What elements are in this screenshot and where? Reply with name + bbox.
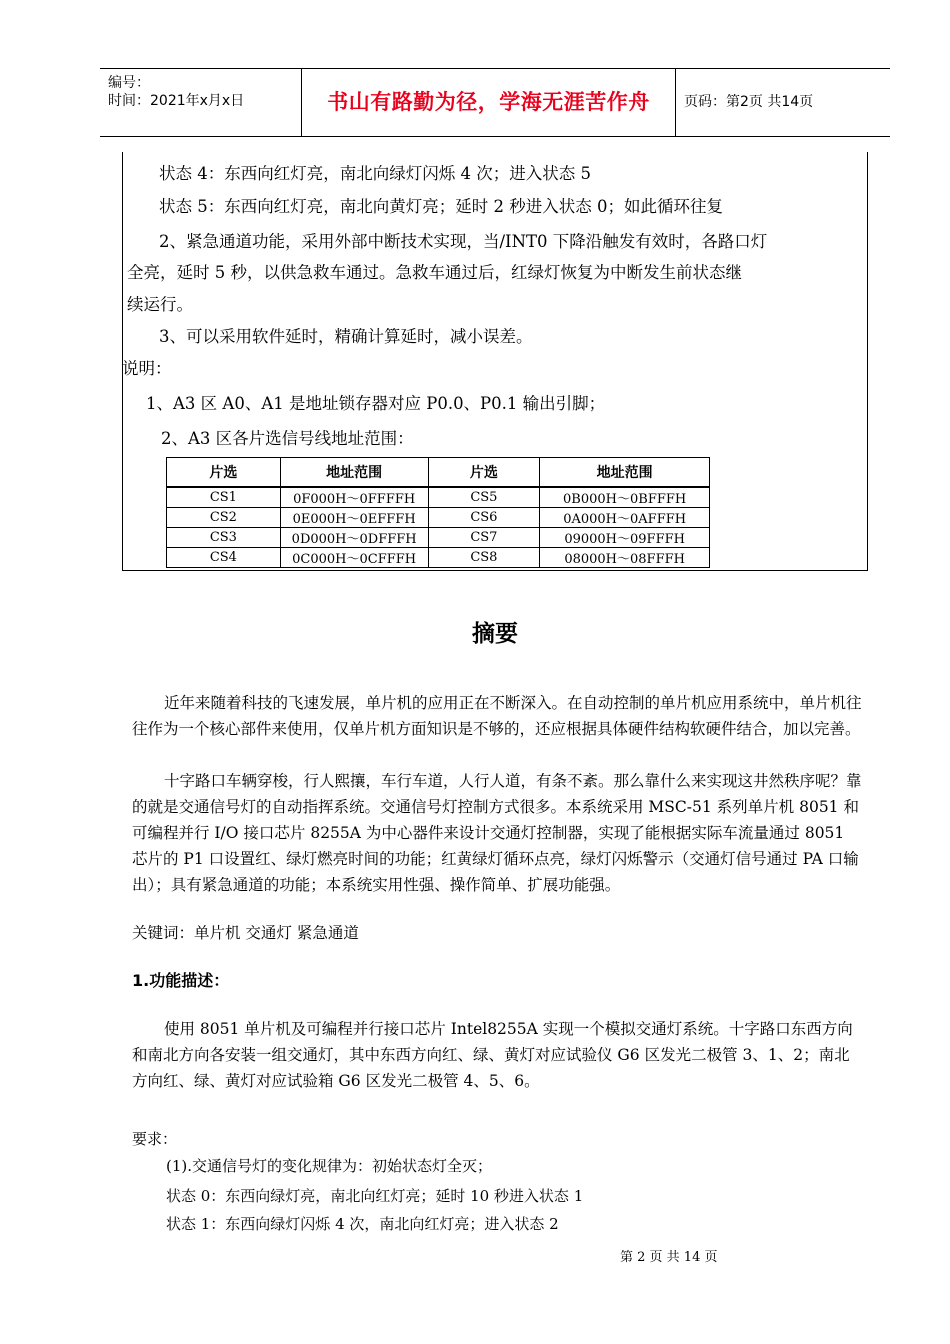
- table-row: [167, 508, 710, 528]
- table-cell: 0B000H～0BFFFH: [540, 487, 710, 508]
- table-cell: CS5: [428, 487, 540, 508]
- address-range-table: [166, 457, 710, 568]
- abstract-paragraph: 十字路口车辆穿梭，行人熙攘，车行车道，人行人道，有条不紊。那么靠什么来实现这井然秩序呢？靠的就是交通信号灯的自动指挥系统。交通信号灯控制方式很多。本系统采用 MSC-51 系列单片机 8051 和可编程并行 I/O 接口芯片 8255A 为中心器件来设计交通灯控制器，实现了能根据实际车流量通过 8051 芯片的 P1 口设置红、绿灯燃亮时间的功能；红黄绿灯循环点亮，绿灯闪烁警示（交通灯信号通过 PA 口输出）；具有紧急通道的功能；本系统实用性强、操作简单、扩展功能强。: [132, 772, 862, 894]
- serial-number-label: 编号：: [108, 75, 150, 91]
- requirements-label: 要求：: [132, 1130, 178, 1148]
- header-meta: [100, 69, 302, 136]
- table-header-row: [167, 458, 710, 488]
- table-cell: CS6: [428, 508, 540, 528]
- state-item: 状态 0：东西向绿灯亮，南北向红灯亮；延时 10 秒进入状态 1: [166, 1187, 584, 1205]
- box-line: 状态 4：东西向红灯亮，南北向绿灯闪烁 4 次；进入状态 5: [159, 164, 591, 183]
- box-line: 状态 5：东西向红灯亮，南北向黄灯亮；延时 2 秒进入状态 0；如此循环往复: [159, 197, 723, 216]
- table-cell: CS2: [167, 508, 281, 528]
- table-cell: 0A000H～0AFFFH: [540, 508, 710, 528]
- table-row: [167, 487, 710, 508]
- table-cell: 08000H～08FFFH: [540, 548, 710, 568]
- keywords: 关键词：单片机 交通灯 紧急通道: [132, 924, 359, 942]
- note-label: 说明：: [122, 359, 172, 378]
- table-cell: 0F000H～0FFFFH: [280, 487, 428, 508]
- box-line: 3、可以采用软件延时，精确计算延时，减小误差。: [159, 327, 533, 346]
- state-item: 状态 1：东西向绿灯闪烁 4 次，南北向红灯亮；进入状态 2: [166, 1215, 559, 1233]
- date-label: 时间：2021年x月x日: [108, 93, 245, 109]
- table-header-cell: 片选: [428, 458, 540, 488]
- table-cell: 0D000H～0DFFFH: [280, 528, 428, 548]
- header-page-number: 页码：第2页 共14页: [684, 94, 814, 110]
- table-cell: CS4: [167, 548, 281, 568]
- requirement-item: (1).交通信号灯的变化规律为：初始状态灯全灭；: [166, 1157, 493, 1175]
- abstract-title: 摘要: [472, 621, 518, 647]
- section-title: 1.功能描述：: [132, 971, 230, 990]
- note-item: 1、A3 区 A0、A1 是地址锁存器对应 P0.0、P0.1 输出引脚；: [146, 394, 606, 413]
- table-cell: CS3: [167, 528, 281, 548]
- table-row: [167, 528, 710, 548]
- table-header-cell: 地址范围: [280, 458, 428, 488]
- note-item: 2、A3 区各片选信号线地址范围：: [161, 429, 414, 448]
- box-line: 全亮，延时 5 秒，以供急救车通过。急救车通过后，红绿灯恢复为中断发生前状态继: [127, 263, 742, 282]
- table-cell: 09000H～09FFFH: [540, 528, 710, 548]
- box-line: 2、紧急通道功能，采用外部中断技术实现，当/INT0 下降沿触发有效时，各路口灯: [159, 232, 768, 251]
- table-cell: 0C000H～0CFFFH: [280, 548, 428, 568]
- table-cell: CS1: [167, 487, 281, 508]
- page-footer: 第 2 页 共 14 页: [620, 1250, 718, 1265]
- page-header: [100, 68, 890, 137]
- table-header-cell: 片选: [167, 458, 281, 488]
- table-cell: 0E000H～0EFFFH: [280, 508, 428, 528]
- table-cell: CS8: [428, 548, 540, 568]
- table-cell: CS7: [428, 528, 540, 548]
- box-line: 续运行。: [127, 295, 193, 314]
- abstract-paragraph: 近年来随着科技的飞速发展，单片机的应用正在不断深入。在自动控制的单片机应用系统中，单片机往往作为一个核心部件来使用，仅单片机方面知识是不够的，还应根据具体硬件结构软硬件结合，加以完善。: [132, 694, 862, 738]
- header-motto: 书山有路勤为径，学海无涯苦作舟: [302, 69, 676, 136]
- section-paragraph: 使用 8051 单片机及可编程并行接口芯片 Intel8255A 实现一个模拟交通灯系统。十字路口东西方向和南北方向各安装一组交通灯，其中东西方向红、绿、黄灯对应试验仪 G6 区发光二极管 3、1、2；南北方向红、绿、黄灯对应试验箱 G6 区发光二极管 4、5、6。: [132, 1020, 853, 1090]
- table-header-cell: 地址范围: [540, 458, 710, 488]
- table-row: [167, 548, 710, 568]
